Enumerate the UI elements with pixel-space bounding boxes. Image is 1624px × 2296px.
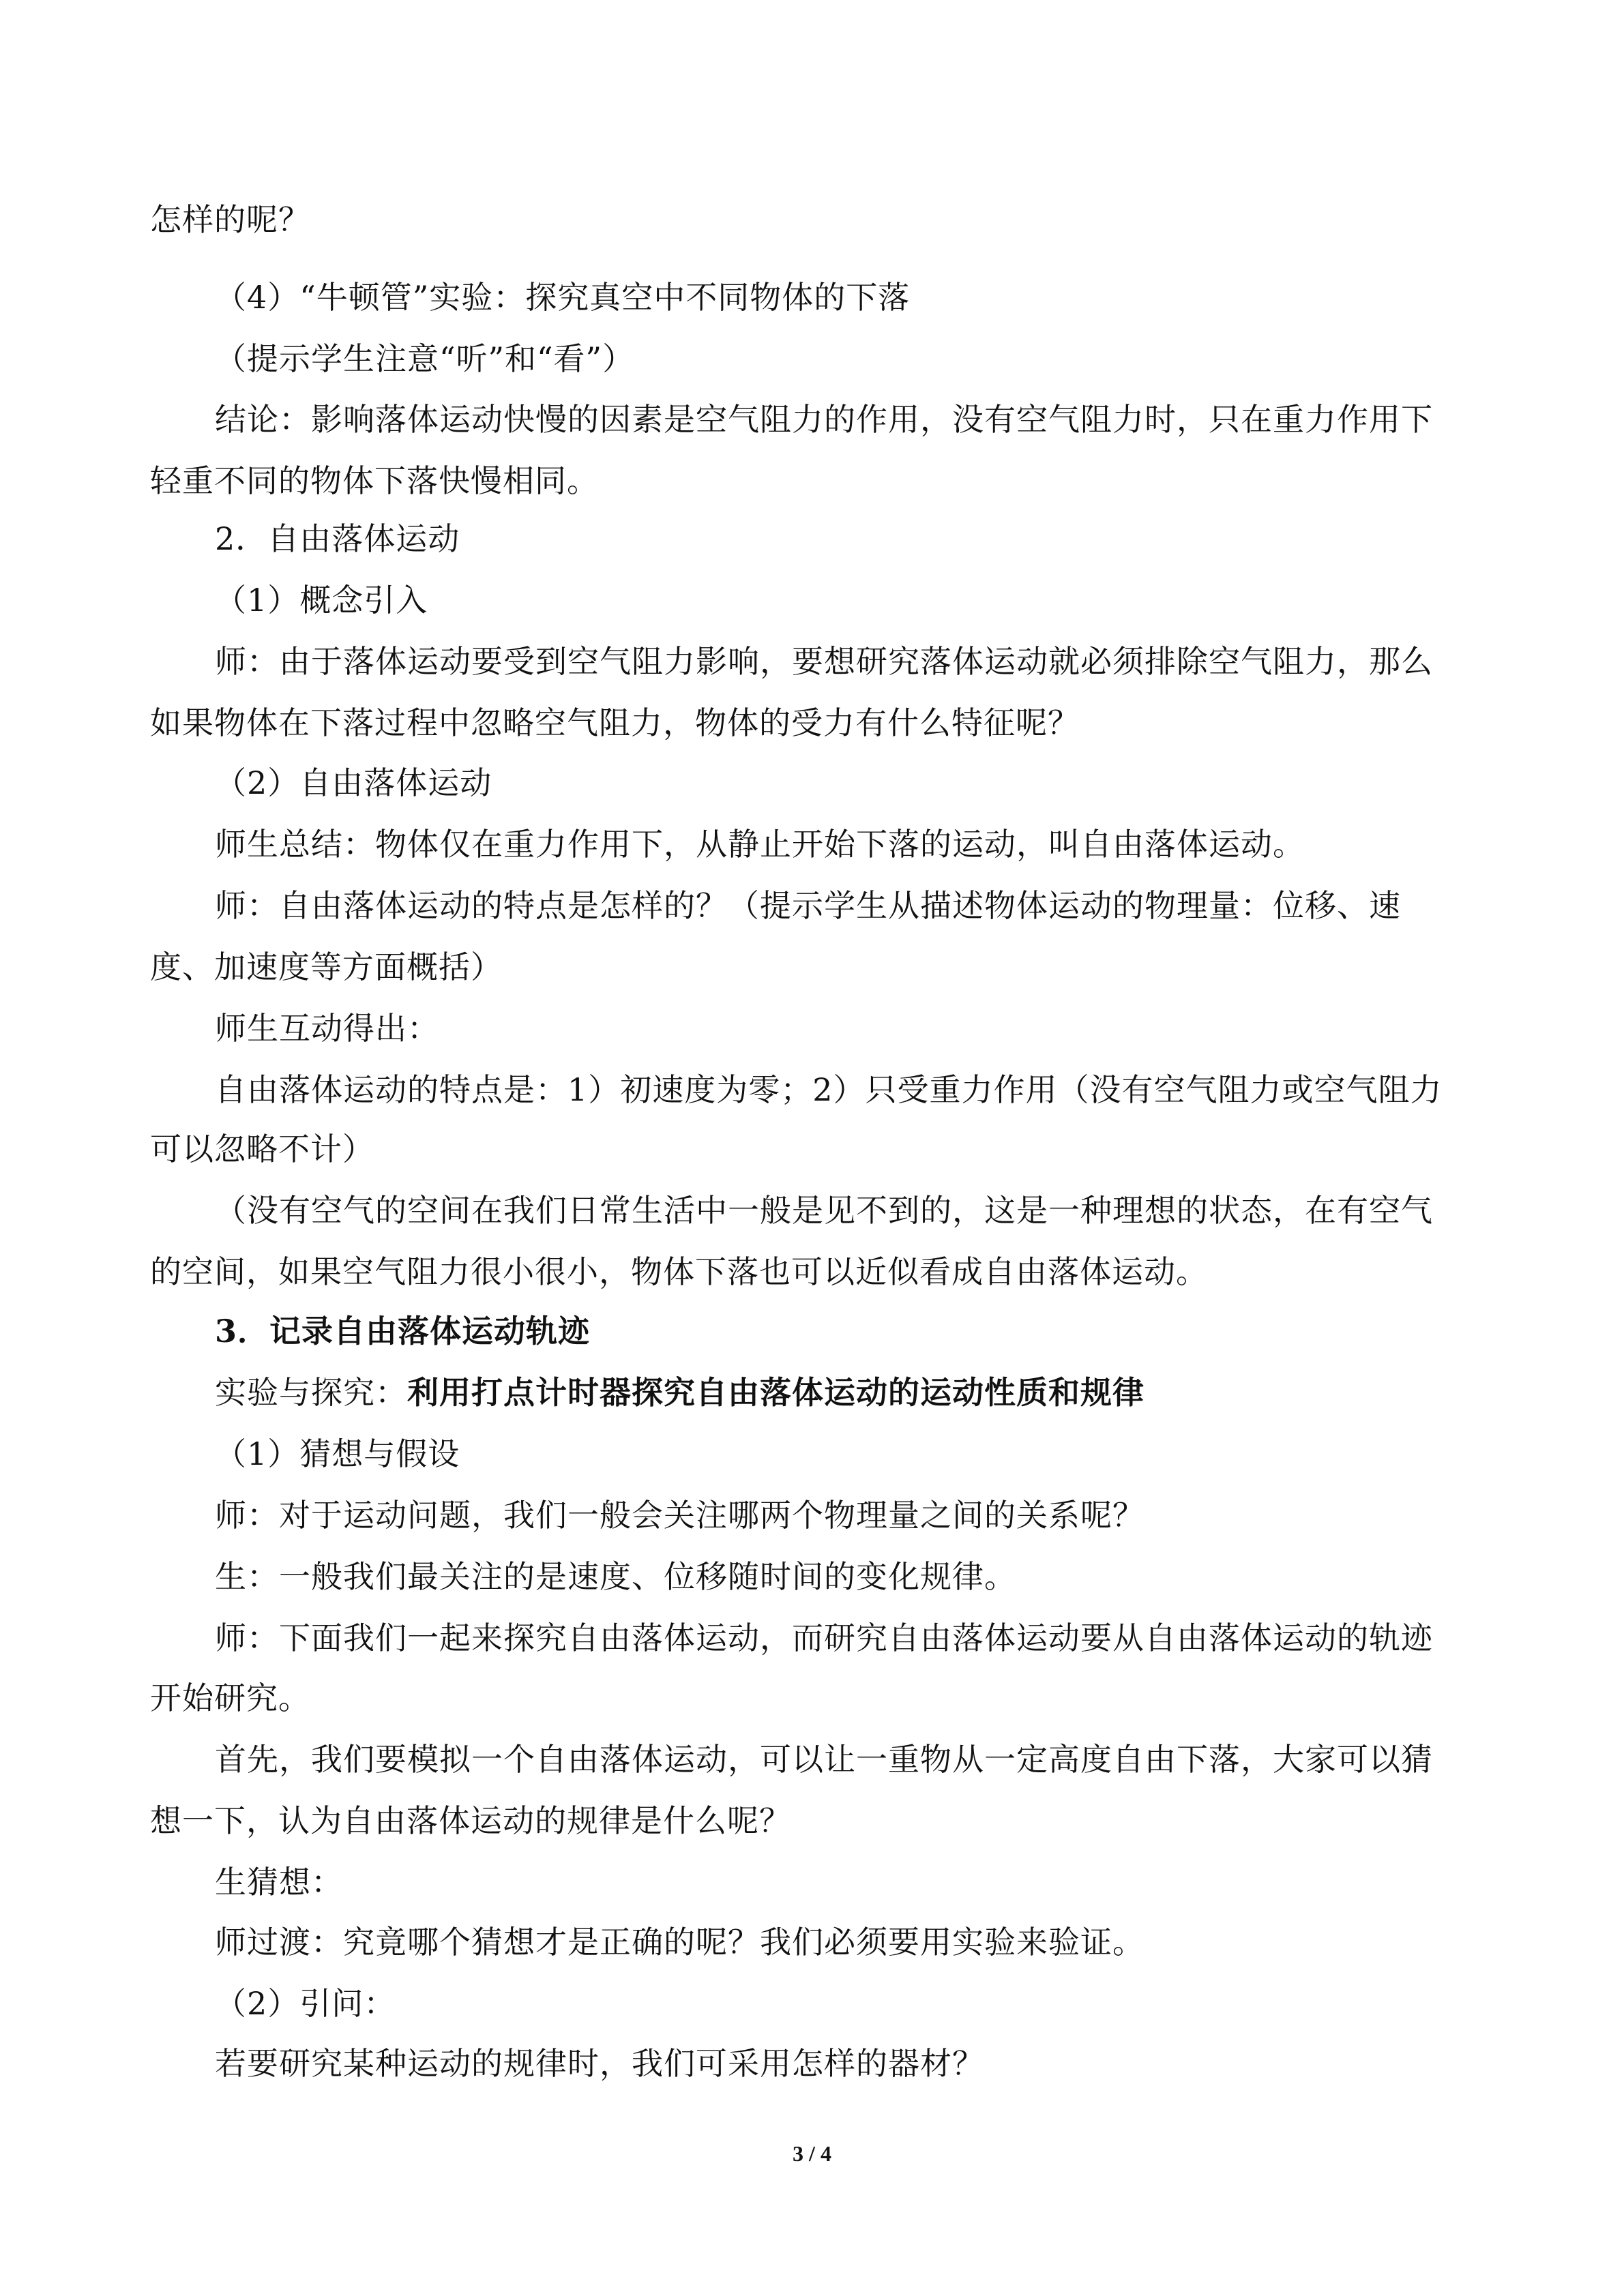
text-line xyxy=(215,1372,1145,1413)
text-line: 度、加速度等方面概括） xyxy=(150,949,503,985)
subsection-heading: （2）自由落体运动 xyxy=(215,764,492,801)
text-line: 师：由于落体运动要受到空气阻力影响，要想研究落体运动就必须排除空气阻力，那么 xyxy=(215,643,1433,680)
experiment-title: 利用打点计时器探究自由落体运动的运动性质和规律 xyxy=(407,1374,1145,1411)
text-line: （没有空气的空间在我们日常生活中一般是见不到的，这是一种理想的状态，在有空气 xyxy=(215,1192,1433,1229)
text-line: （4）“牛顿管”实验：探究真空中不同物体的下落 xyxy=(215,279,911,316)
page-number: 3 / 4 xyxy=(793,2141,831,2166)
text-line: 的空间，如果空气阻力很小很小，物体下落也可以近似看成自由落体运动。 xyxy=(150,1253,1208,1290)
subsection-heading: （1）猜想与假设 xyxy=(215,1435,460,1472)
text-line: 开始研究。 xyxy=(150,1680,310,1716)
text-line: 师过渡：究竟哪个猜想才是正确的呢？我们必须要用实验来验证。 xyxy=(215,1924,1145,1960)
experiment-label: 实验与探究： xyxy=(215,1374,407,1411)
text-line: 首先，我们要模拟一个自由落体运动，可以让一重物从一定高度自由下落，大家可以猜 xyxy=(215,1741,1433,1778)
text-line: 若要研究某种运动的规律时，我们可采用怎样的器材？ xyxy=(215,2045,984,2082)
text-line: 结论：影响落体运动快慢的因素是空气阻力的作用，没有空气阻力时，只在重力作用下 xyxy=(215,401,1433,438)
subsection-heading: （2）引问： xyxy=(215,1985,396,2022)
text-line: （提示学生注意“听”和“看”） xyxy=(215,340,635,377)
subsection-heading: （1）概念引入 xyxy=(215,582,428,618)
text-line: 如果物体在下落过程中忽略空气阻力，物体的受力有什么特征呢？ xyxy=(150,704,1080,741)
text-line: 师生总结：物体仅在重力作用下，从静止开始下落的运动，叫自由落体运动。 xyxy=(215,826,1305,863)
text-line: 轻重不同的物体下落快慢相同。 xyxy=(150,462,599,499)
text-line: 怎样的呢？ xyxy=(150,201,310,238)
text-line: 师：对于运动问题，我们一般会关注哪两个物理量之间的关系呢？ xyxy=(215,1497,1145,1534)
text-line: 想一下，认为自由落体运动的规律是什么呢？ xyxy=(150,1802,791,1839)
section-heading: 2．自由落体运动 xyxy=(215,520,460,557)
text-line: 师生互动得出： xyxy=(215,1010,439,1047)
text-line: 生：一般我们最关注的是速度、位移随时间的变化规律。 xyxy=(215,1558,1016,1595)
text-line: 可以忽略不计） xyxy=(150,1131,374,1167)
text-line: 师：自由落体运动的特点是怎样的？（提示学生从描述物体运动的物理量：位移、速 xyxy=(215,887,1401,924)
text-line: 生猜想： xyxy=(215,1864,343,1900)
text-line: 师：下面我们一起来探究自由落体运动，而研究自由落体运动要从自由落体运动的轨迹 xyxy=(215,1620,1433,1656)
text-line: 自由落体运动的特点是：1）初速度为零；2）只受重力作用（没有空气阻力或空气阻力 xyxy=(215,1071,1443,1108)
section-heading: 3．记录自由落体运动轨迹 xyxy=(215,1313,591,1350)
